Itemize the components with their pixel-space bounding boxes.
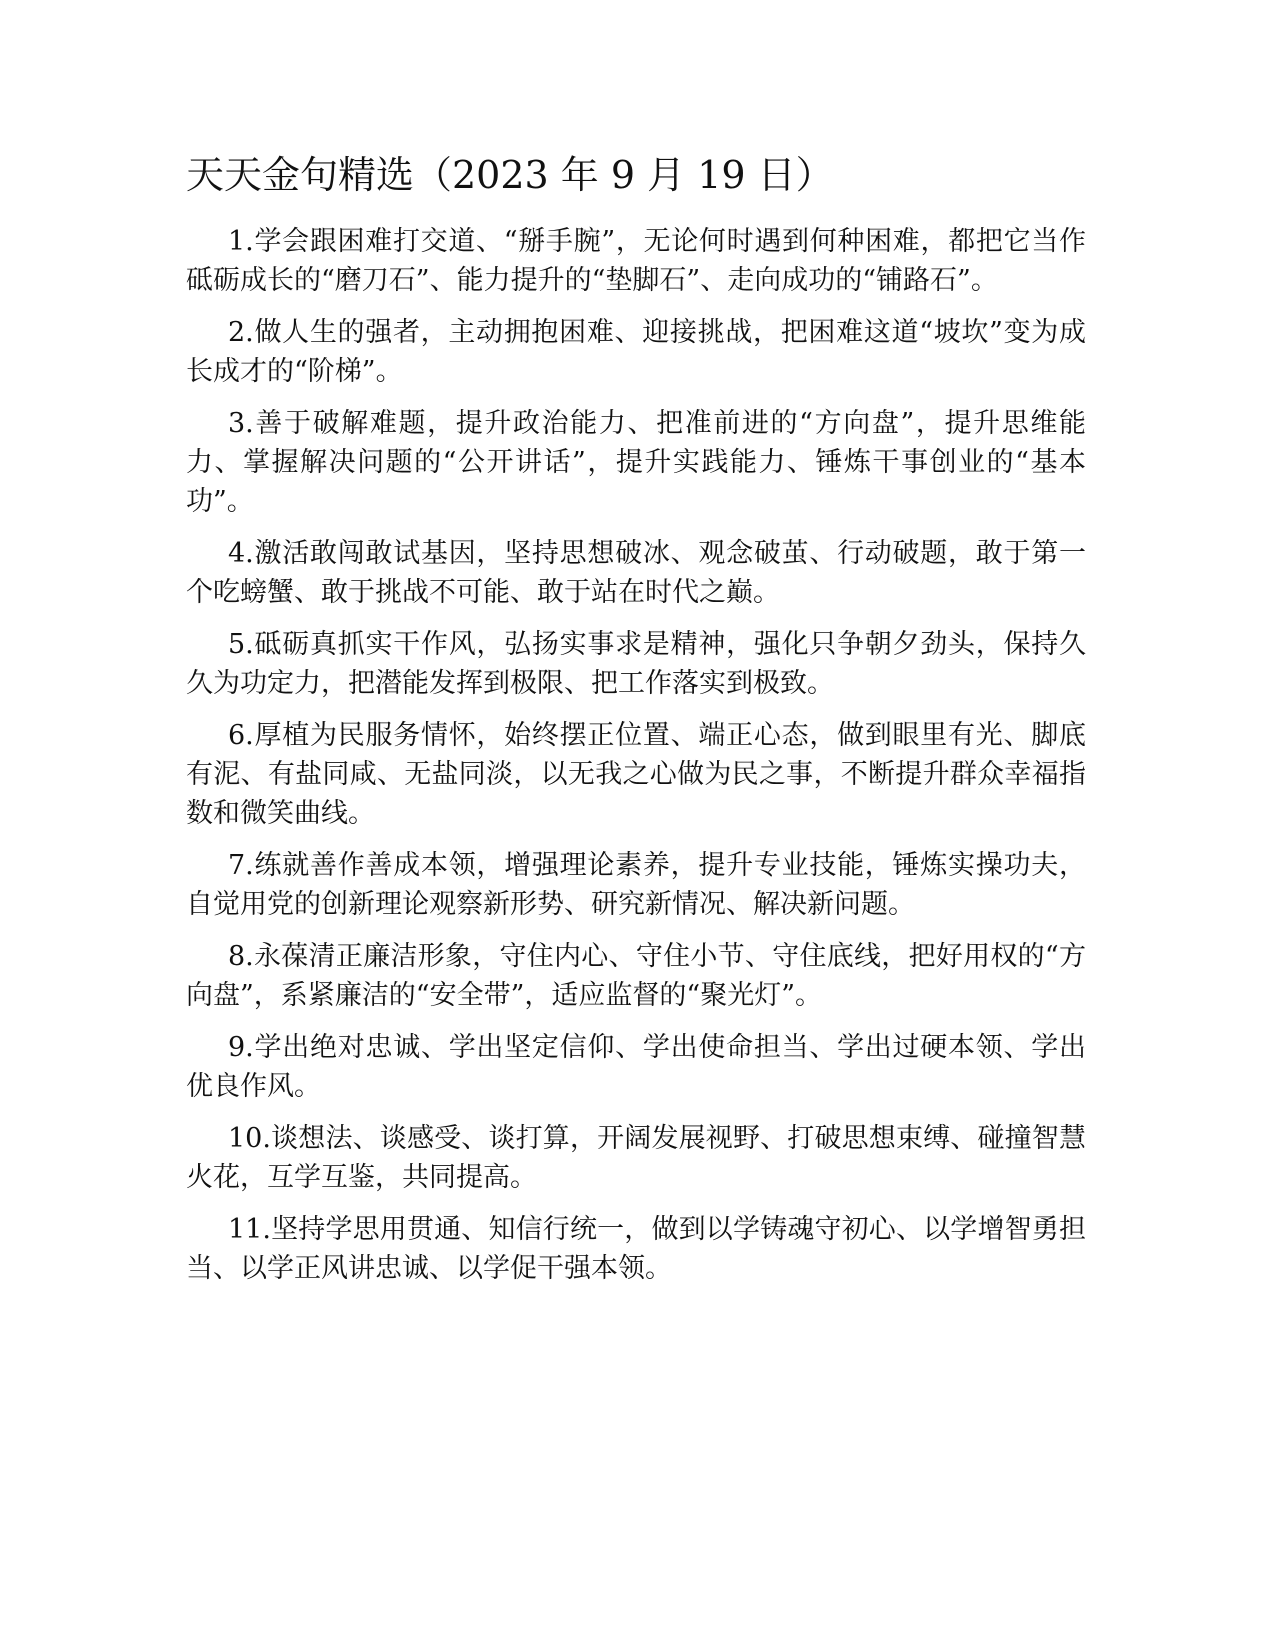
quote-item-3: 3.善于破解难题，提升政治能力、把准前进的“方向盘”，提升思维能力、掌握解决问题的“公开讲话”，提升实践能力、锤炼干事创业的“基本功”。 [186, 408, 1086, 517]
document-title: 天天金句精选（2023 年 9 月 19 日） [186, 153, 834, 197]
quote-item-2: 2.做人生的强者，主动拥抱困难、迎接挑战，把困难这道“坡坎”变为成长成才的“阶梯”。 [186, 317, 1086, 387]
quote-list [186, 222, 1086, 1301]
quote-item-5: 5.砥砺真抓实干作风，弘扬实事求是精神，强化只争朝夕劲头，保持久久为功定力，把潜能发挥到极限、把工作落实到极致。 [186, 629, 1086, 699]
quote-item-11: 11.坚持学思用贯通、知信行统一，做到以学铸魂守初心、以学增智勇担当、以学正风讲忠诚、以学促干强本领。 [186, 1214, 1086, 1284]
quote-item-7: 7.练就善作善成本领，增强理论素养，提升专业技能，锤炼实操功夫，自觉用党的创新理论观察新形势、研究新情况、解决新问题。 [186, 850, 1086, 920]
quote-item-8: 8.永葆清正廉洁形象，守住内心、守住小节、守住底线，把好用权的“方向盘”，系紧廉洁的“安全带”，适应监督的“聚光灯”。 [186, 941, 1086, 1011]
quote-item-1: 1.学会跟困难打交道、“掰手腕”，无论何时遇到何种困难，都把它当作砥砺成长的“磨刀石”、能力提升的“垫脚石”、走向成功的“铺路石”。 [186, 226, 1086, 296]
quote-item-10: 10.谈想法、谈感受、谈打算，开阔发展视野、打破思想束缚、碰撞智慧火花，互学互鉴，共同提高。 [186, 1123, 1086, 1193]
quote-item-9: 9.学出绝对忠诚、学出坚定信仰、学出使命担当、学出过硬本领、学出优良作风。 [186, 1032, 1086, 1102]
quote-item-4: 4.激活敢闯敢试基因，坚持思想破冰、观念破茧、行动破题，敢于第一个吃螃蟹、敢于挑战不可能、敢于站在时代之巅。 [186, 538, 1086, 608]
quote-item-6: 6.厚植为民服务情怀，始终摆正位置、端正心态，做到眼里有光、脚底有泥、有盐同咸、无盐同淡，以无我之心做为民之事，不断提升群众幸福指数和微笑曲线。 [186, 720, 1086, 829]
